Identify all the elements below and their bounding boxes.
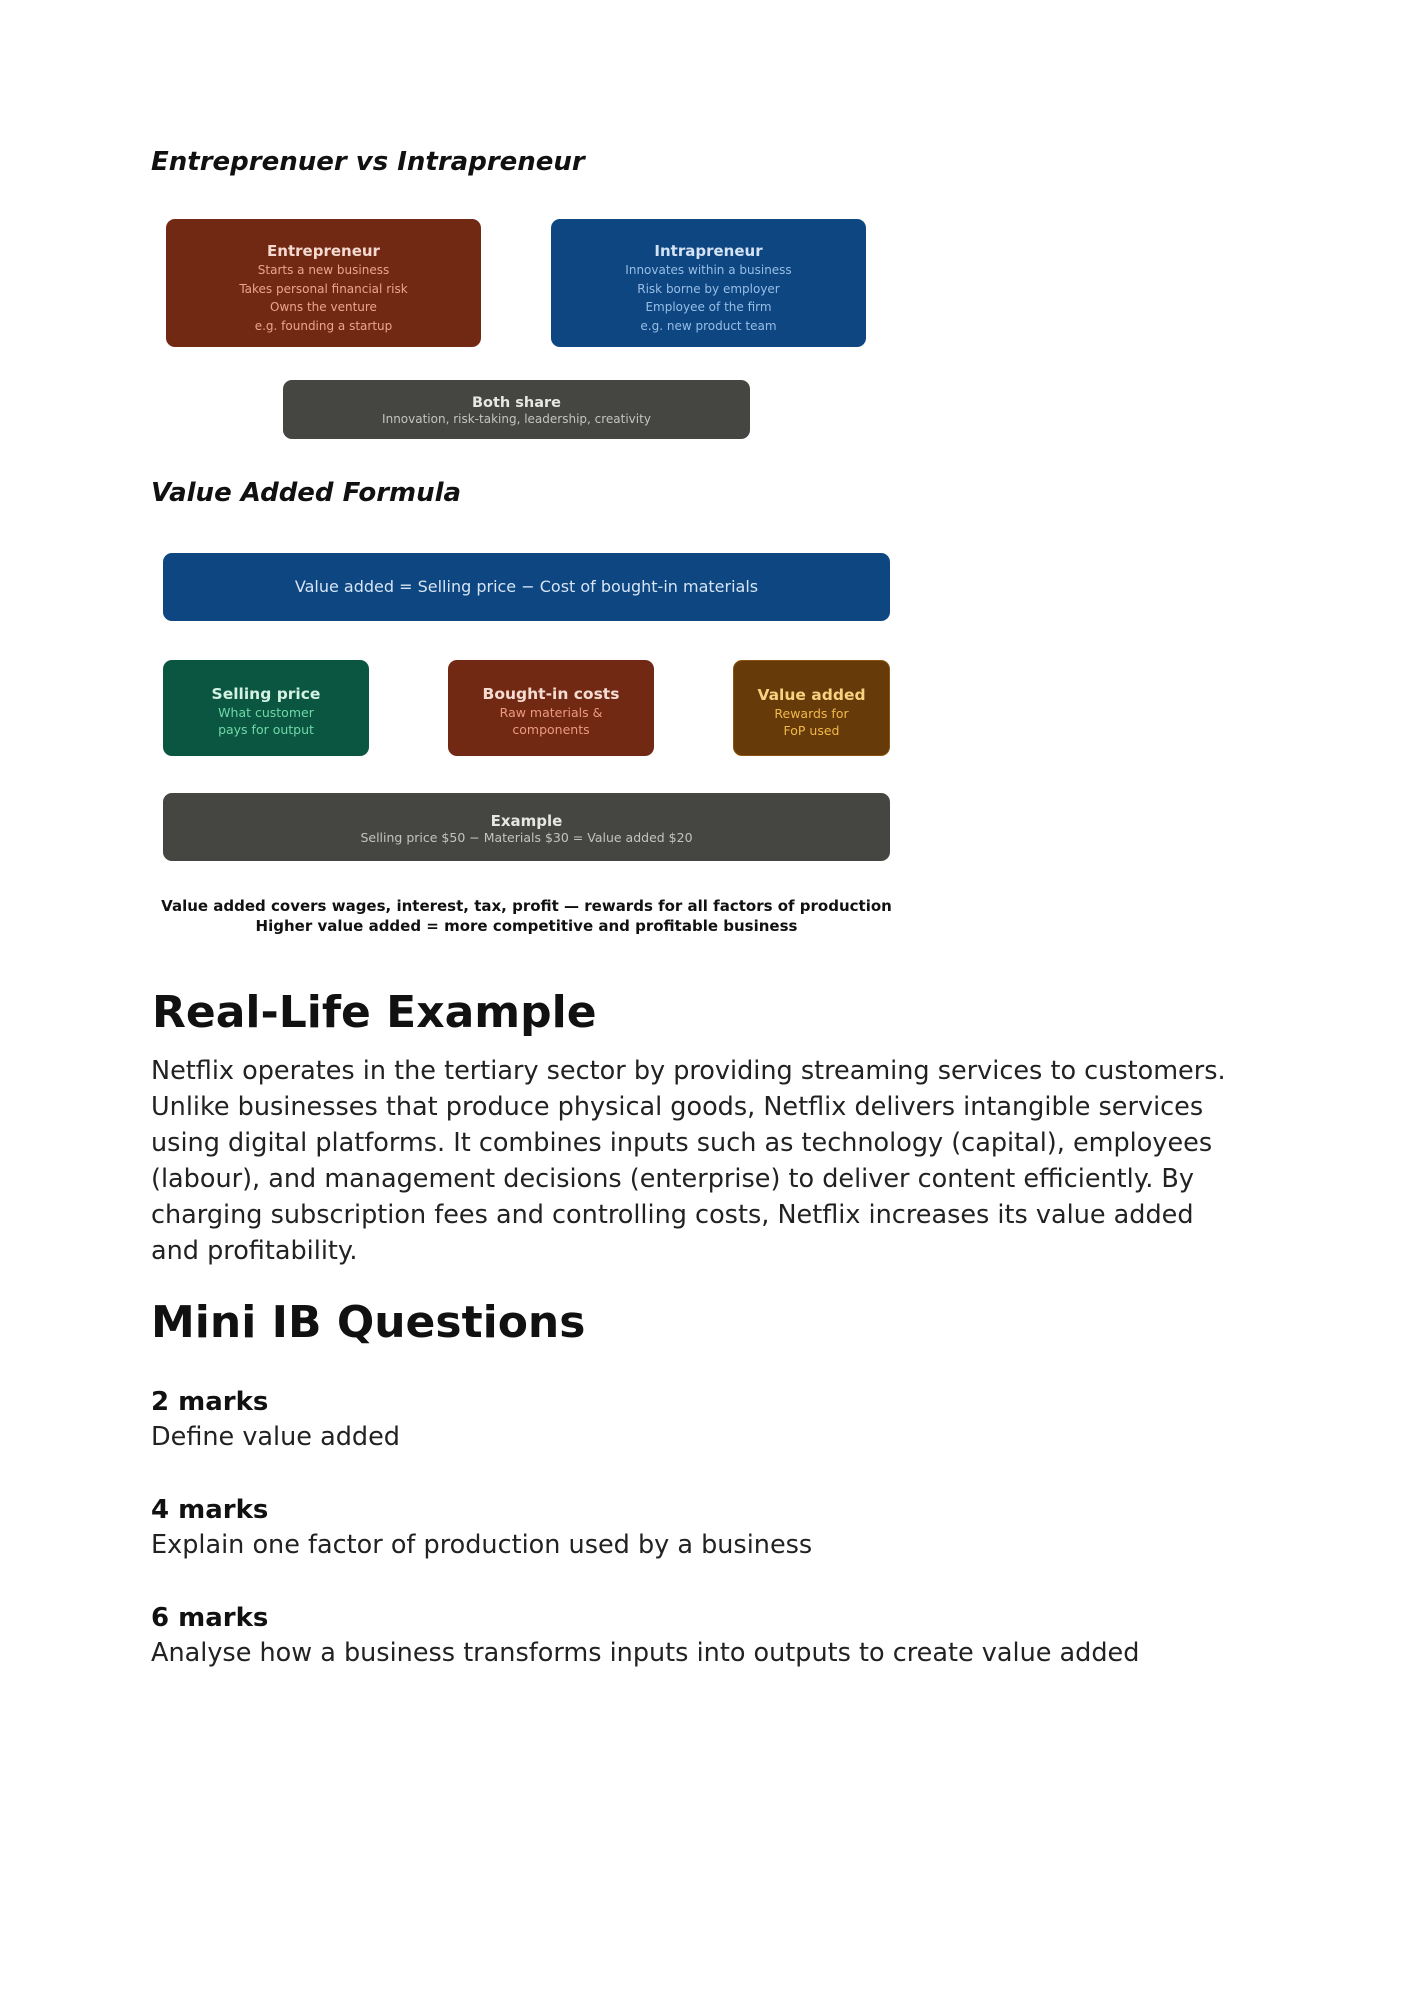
question-marks: 2 marks (151, 1387, 269, 1417)
value-added-line: Rewards for (774, 706, 849, 721)
entrepreneur-line: e.g. founding a startup (254, 318, 393, 333)
question-marks: 4 marks (151, 1495, 269, 1525)
example-title: Example (490, 812, 563, 830)
value-added-box (733, 660, 890, 756)
section-heading-entrepreneur: Entreprenuer vs Intrapreneur (151, 147, 585, 177)
paragraph-line: using digital platforms. It combines inputs such as technology (capital), employees (151, 1128, 1213, 1158)
paragraph-line: (labour), and management decisions (enterprise) to deliver content efficiently. By (151, 1164, 1194, 1194)
intrapreneur-line: e.g. new product team (640, 318, 777, 333)
real-life-heading: Real-Life Example (152, 987, 597, 1038)
questions-heading: Mini IB Questions (151, 1297, 586, 1348)
entrepreneur-title: Entrepreneur (267, 242, 380, 260)
shared-traits-text: Innovation, risk-taking, leadership, creativity (382, 412, 651, 426)
paragraph-line: and profitability. (151, 1236, 358, 1266)
bought-in-costs-line: Raw materials & (499, 705, 603, 720)
selling-price-box (163, 660, 369, 756)
example-box (163, 793, 890, 861)
value-added-line: FoP used (783, 723, 840, 738)
example-text: Selling price $50 − Materials $30 = Value added $20 (360, 830, 693, 845)
value-added-note: Higher value added = more competitive and profitable business (255, 917, 798, 935)
bought-in-costs-line: components (512, 722, 590, 737)
bought-in-costs-title: Bought-in costs (482, 685, 620, 703)
intrapreneur-line: Innovates within a business (625, 263, 792, 277)
intrapreneur-title: Intrapreneur (654, 242, 763, 260)
value-added-title: Value added (757, 686, 866, 704)
value-added-note: Value added covers wages, interest, tax, profit — rewards for all factors of production (161, 897, 892, 915)
bought-in-costs-box (448, 660, 654, 756)
intrapreneur-line: Risk borne by employer (637, 281, 780, 296)
formula-text: Value added = Selling price − Cost of bought-in materials (294, 577, 759, 596)
question-text: Analyse how a business transforms inputs into outputs to create value added (151, 1638, 1140, 1668)
shared-traits-box (283, 380, 750, 439)
selling-price-title: Selling price (211, 685, 321, 703)
question-text: Define value added (151, 1422, 400, 1452)
question-marks: 6 marks (151, 1603, 269, 1633)
question-text: Explain one factor of production used by a business (151, 1530, 813, 1560)
shared-traits-title: Both share (471, 395, 562, 411)
real-life-paragraph (151, 1053, 1301, 1269)
section-heading-value-added: Value Added Formula (151, 478, 462, 508)
entrepreneur-line: Starts a new business (257, 263, 390, 277)
entrepreneur-box (166, 219, 481, 347)
entrepreneur-line: Owns the venture (270, 300, 377, 314)
selling-price-line: What customer (218, 705, 314, 720)
formula-banner (163, 553, 890, 621)
selling-price-line: pays for output (218, 722, 314, 737)
paragraph-line: Netflix operates in the tertiary sector by providing streaming services to customers. (151, 1056, 1226, 1086)
paragraph-line: charging subscription fees and controlling costs, Netflix increases its value added (151, 1200, 1194, 1230)
entrepreneur-line: Takes personal financial risk (239, 281, 408, 296)
value-added-notes (140, 896, 913, 936)
paragraph-line: Unlike businesses that produce physical goods, Netflix delivers intangible services (151, 1092, 1204, 1122)
intrapreneur-box (551, 219, 866, 347)
intrapreneur-line: Employee of the firm (645, 300, 772, 314)
